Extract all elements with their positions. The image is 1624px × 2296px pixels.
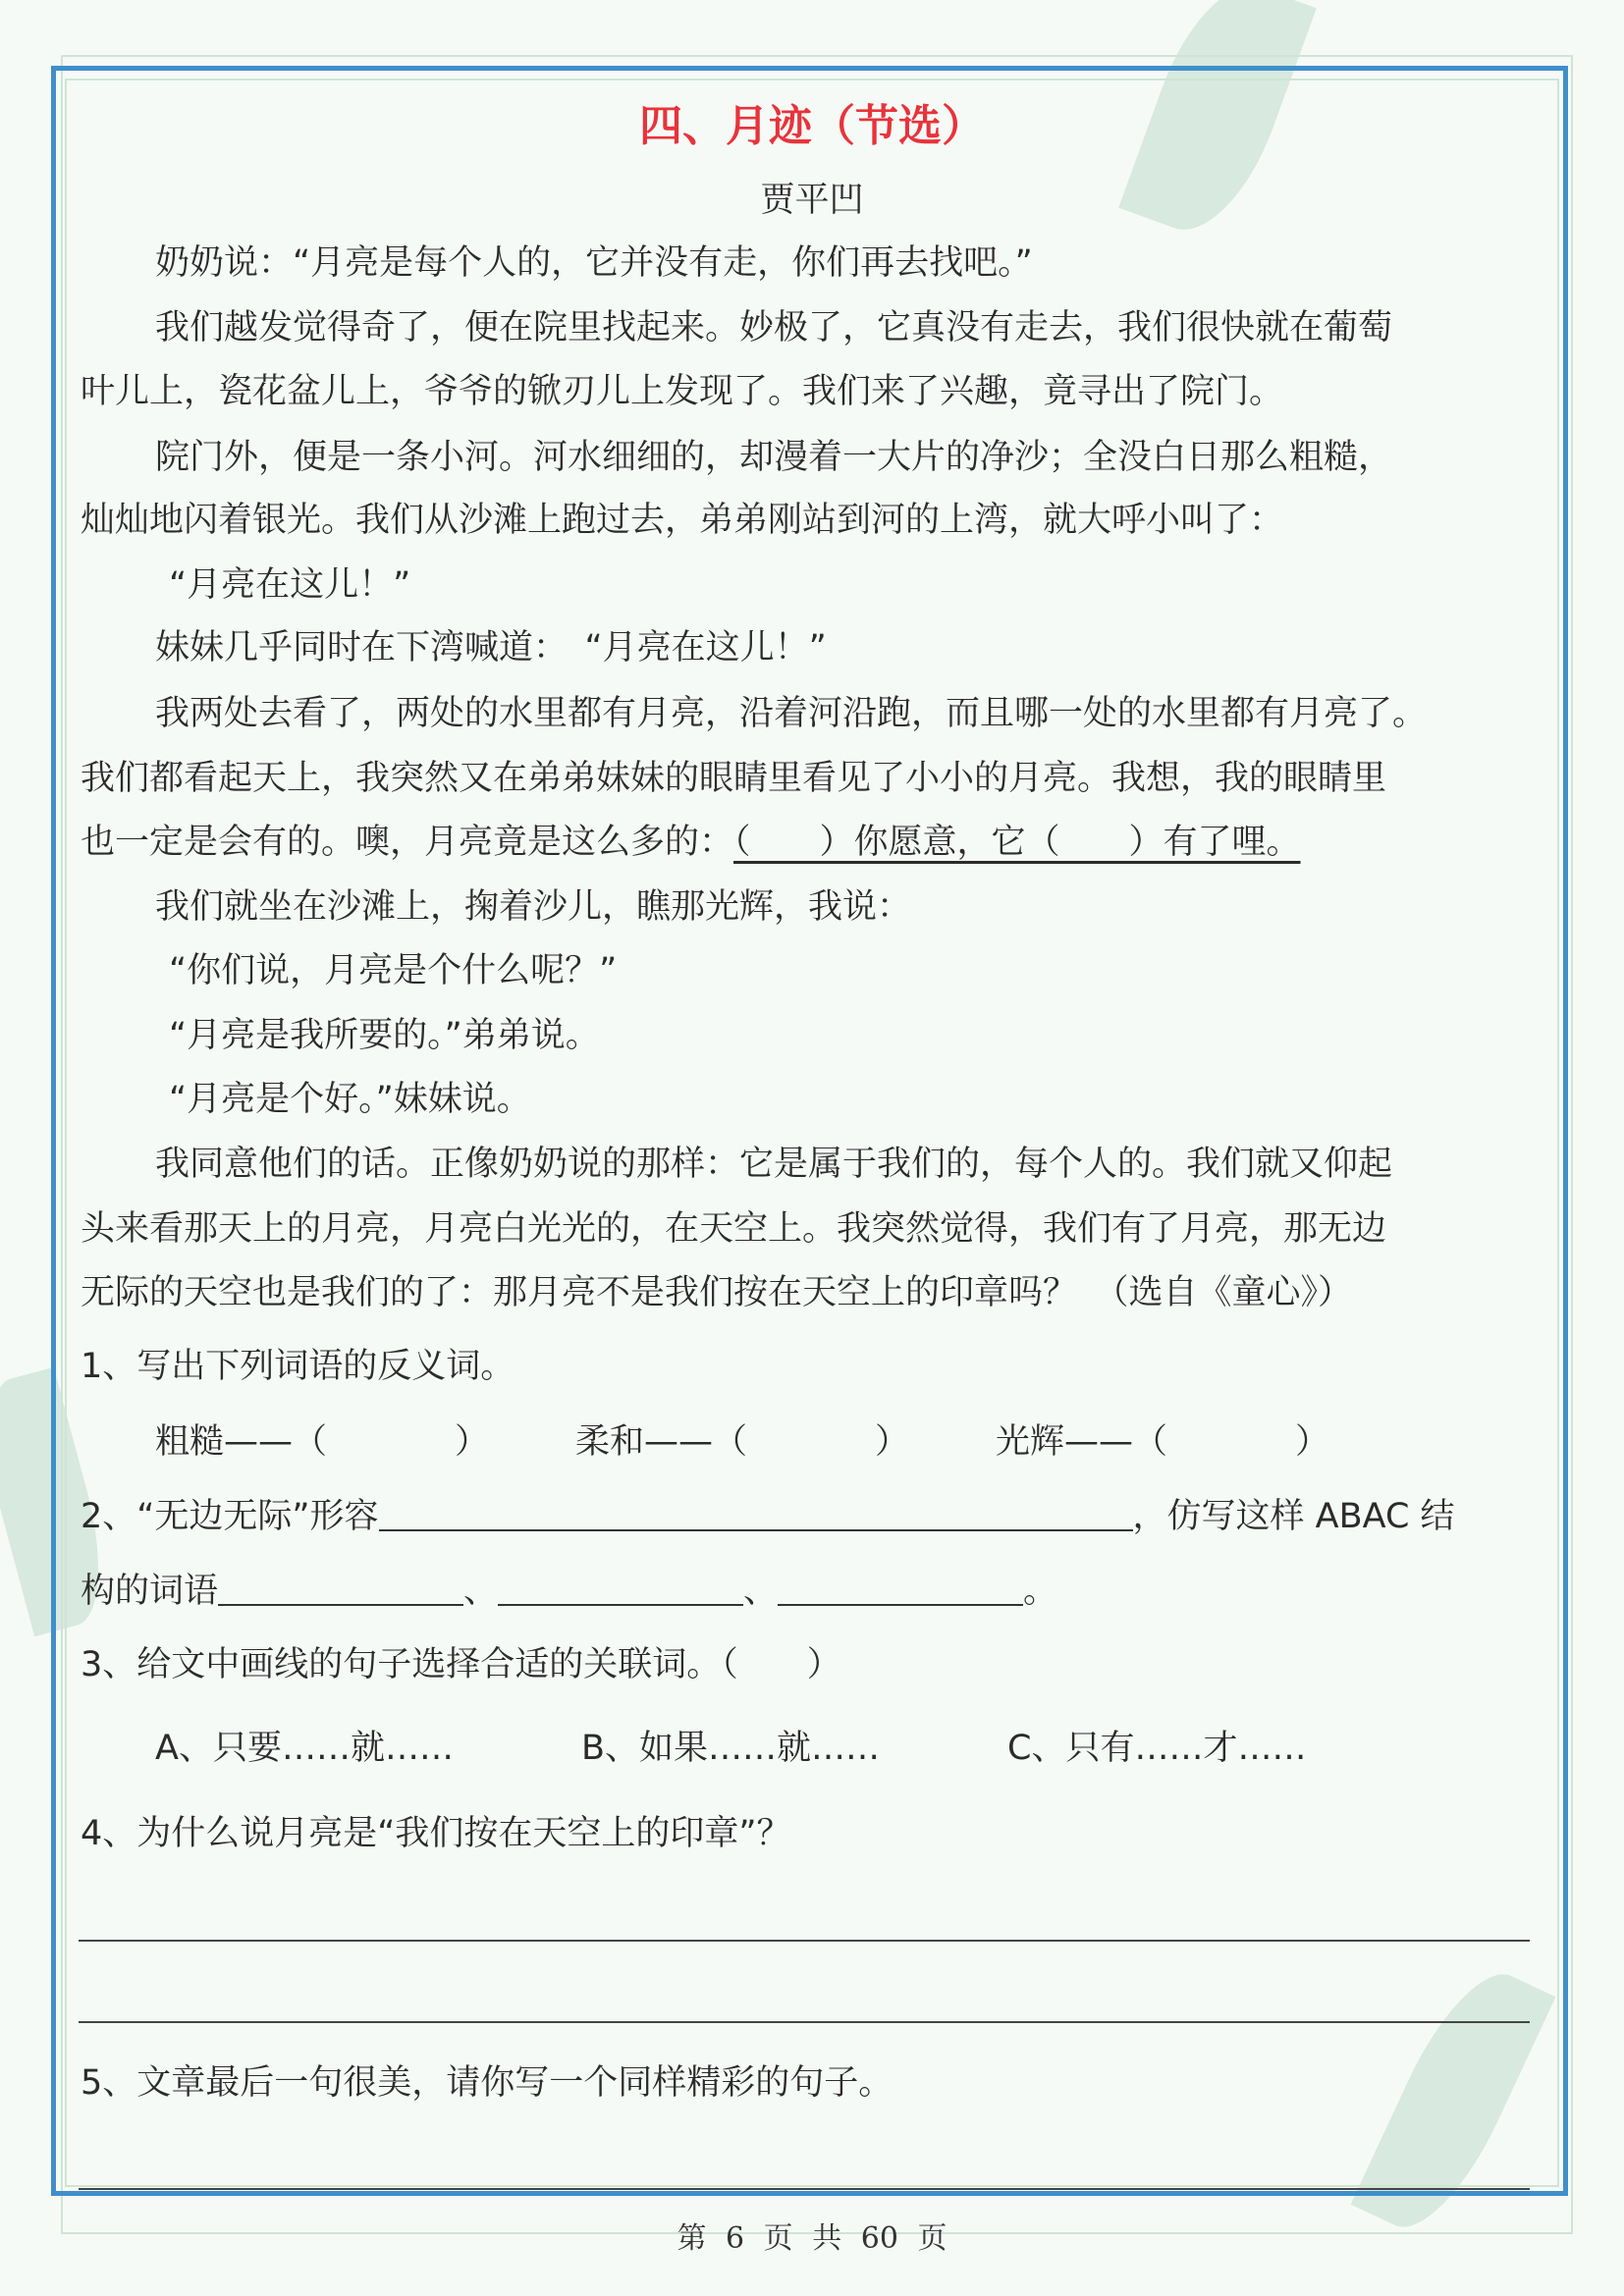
q1-close: ） <box>875 1422 910 1462</box>
author: 贾平凹 <box>760 181 864 220</box>
q1-item[interactable] <box>155 1417 489 1467</box>
question-4: 4、为什么说月亮是“我们按在天空上的印章”？ <box>81 1814 791 1853</box>
q1-item[interactable] <box>575 1417 909 1467</box>
sep: 、 <box>743 1572 779 1611</box>
answer-line[interactable] <box>79 1940 1530 1942</box>
question-5: 5、文章最后一句很美，请你写一个同样精彩的句子。 <box>81 2063 893 2103</box>
answer-blank[interactable] <box>778 1567 1023 1606</box>
answer-line[interactable] <box>79 2188 1530 2190</box>
option-b[interactable]: B、如果……就…… <box>581 1729 881 1768</box>
text: 也一定是会有的。噢，月亮竟是这么多的： <box>81 823 734 862</box>
page-number: 第 6 页 共 60 页 <box>677 2221 947 2256</box>
question-1: 1、写出下列词语的反义词。 <box>81 1347 515 1386</box>
q2-text: ，仿写这样 ABAC 结 <box>1132 1497 1455 1536</box>
q1-word: 柔和——（ <box>575 1422 748 1462</box>
option-a[interactable]: A、只要……就…… <box>155 1729 454 1768</box>
paragraph-line: 无际的天空也是我们的了：那月亮不是我们按在天空上的印章吗？ （选自《童心》） <box>81 1273 1353 1312</box>
q2-text: 构的词语 <box>81 1572 219 1611</box>
paragraph-line: 我们越发觉得奇了，便在院里找起来。妙极了，它真没有走去，我们很快就在葡萄 <box>155 308 1393 347</box>
paragraph-line: “月亮是个好。”妹妹说。 <box>169 1080 531 1119</box>
paragraph-line: 我们都看起天上，我突然又在弟弟妹妹的眼睛里看见了小小的月亮。我想，我的眼睛里 <box>81 759 1387 798</box>
paragraph-line: 我两处去看了，两处的水里都有月亮，沿着河沿跑，而且哪一处的水里都有月亮了。 <box>155 694 1428 733</box>
paragraph-line: 灿灿地闪着银光。我们从沙滩上跑过去，弟弟刚站到河的上湾，就大呼小叫了： <box>81 501 1284 540</box>
paragraph-line: 院门外，便是一条小河。河水细细的，却漫着一大片的净沙；全没白日那么粗糙， <box>155 438 1393 477</box>
paragraph-line: 头来看那天上的月亮，月亮白光光的，在天空上。我突然觉得，我们有了月亮，那无边 <box>81 1209 1387 1249</box>
paragraph-line: 我同意他们的话。正像奶奶说的那样：它是属于我们的，每个人的。我们就又仰起 <box>155 1145 1393 1184</box>
page-title: 四、月迹（节选） <box>639 101 985 151</box>
paragraph-line: 我们就坐在沙滩上，掬着沙儿，瞧那光辉，我说： <box>155 887 912 927</box>
paragraph-line <box>81 818 1301 867</box>
question-3: 3、给文中画线的句子选择合适的关联词。（ ） <box>81 1645 841 1684</box>
q2-text: 2、“无边无际”形容 <box>81 1497 379 1536</box>
answer-line[interactable] <box>79 2021 1530 2023</box>
sep: 、 <box>463 1572 499 1611</box>
answer-blank[interactable] <box>218 1567 463 1606</box>
q1-word: 粗糙——（ <box>155 1422 328 1462</box>
paragraph-line: 奶奶说：“月亮是每个人的，它并没有走，你们再去找吧。” <box>155 243 1033 283</box>
question-2-cont <box>81 1567 1057 1616</box>
q1-close: ） <box>1295 1422 1330 1462</box>
q1-word: 光辉——（ <box>996 1422 1168 1462</box>
question-2 <box>81 1492 1455 1541</box>
paragraph-line: 妹妹几乎同时在下湾喊道： “月亮在这儿！” <box>155 628 827 667</box>
q1-close: ） <box>455 1422 490 1462</box>
answer-blank[interactable] <box>379 1492 1133 1531</box>
paragraph-line: “月亮是我所要的。”弟弟说。 <box>169 1016 600 1055</box>
q1-item[interactable] <box>996 1417 1329 1467</box>
paragraph-line: 叶儿上，瓷花盆儿上，爷爷的锨刃儿上发现了。我们来了兴趣，竟寻出了院门。 <box>81 372 1284 411</box>
underlined-sentence: （ ）你愿意，它（ ）有了哩。 <box>733 823 1301 862</box>
end: 。 <box>1023 1572 1058 1611</box>
answer-blank[interactable] <box>498 1567 743 1606</box>
paragraph-line: “月亮在这儿！” <box>169 565 411 605</box>
paragraph-line: “你们说，月亮是个什么呢？” <box>169 951 618 990</box>
option-c[interactable]: C、只有……才…… <box>1007 1729 1307 1768</box>
